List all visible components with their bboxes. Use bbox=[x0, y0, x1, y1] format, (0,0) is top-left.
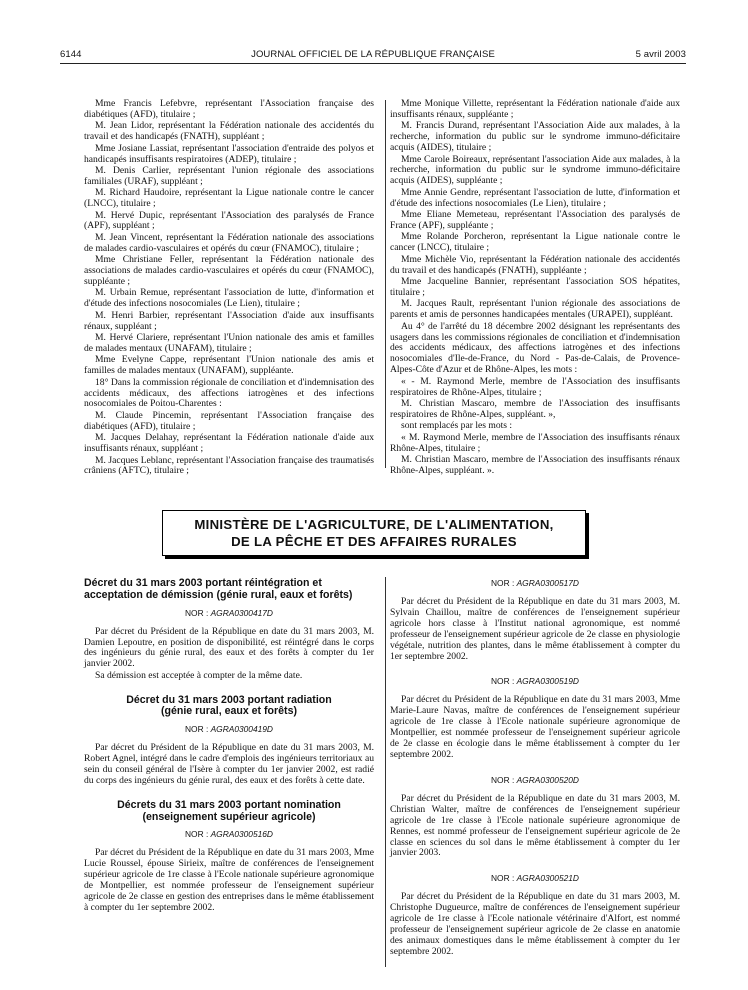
nor-code: AGRA0300517D bbox=[516, 578, 579, 588]
nor-reference bbox=[84, 608, 374, 618]
paragraph: Mme Carole Boireaux, représentant l'association Aide aux malades, à la recherche, information du public sur le syndrome immuno-déficitaire acquis (AIDES), suppléante ; bbox=[390, 153, 680, 187]
paragraph: Mme Francis Lefebvre, représentant l'Association française des diabétiques (AFD), titulaire ; bbox=[84, 98, 374, 120]
paragraph: Mme Jacqueline Bannier, représentant l'association SOS hépatites, titulaire ; bbox=[390, 276, 680, 298]
decree-title-line1: Décret du 31 mars 2003 portant radiation bbox=[126, 693, 332, 706]
decree-title-line2: (enseignement supérieur agricole) bbox=[142, 810, 316, 823]
nor-reference bbox=[84, 724, 374, 734]
decree-title: Décret du 31 mars 2003 portant réintégration et acceptation de démission (génie rural, eaux et forêts) bbox=[84, 577, 353, 601]
nor-label: NOR : bbox=[185, 829, 209, 840]
paragraph: M. Christian Mascaro, membre de l'Association des insuffisants rénaux Rhône-Alpes, suppléant. ». bbox=[390, 454, 680, 476]
nor-label: NOR : bbox=[491, 676, 515, 687]
ministry-title-line2: DE LA PÊCHE ET DES AFFAIRES RURALES bbox=[231, 534, 517, 549]
paragraph: M. Hervé Dupic, représentant l'Association des paralysés de France (APF), suppléant ; bbox=[84, 209, 374, 232]
nor-label: NOR : bbox=[185, 607, 209, 618]
decree-title bbox=[84, 695, 374, 719]
bottom-left-column bbox=[84, 578, 374, 914]
paragraph: M. Henri Barbier, représentant l'Association d'aide aux insuffisants rénaux, suppléant ; bbox=[84, 309, 374, 332]
paragraph: Par décret du Président de la République en date du 31 mars 2003, M. Christophe Dugueurce, maître de conférences de l'enseignement supérieur agricole de 1re classe à l'Ecole nationale vétérinaire d'Alfort, est nommé professeur de l'enseignement supérieur agricole de 2e classe en anatomie des animaux domestiques dans le même établissement à compter du 1er septembre 2002. bbox=[390, 891, 680, 957]
ministry-banner bbox=[162, 510, 586, 556]
paragraph: M. Christian Mascaro, membre de l'Association des insuffisants respiratoires de Rhône-Alpes, suppléant. », bbox=[390, 397, 680, 420]
page-number: 6144 bbox=[60, 49, 82, 60]
nor-code: AGRA0300417D bbox=[210, 607, 273, 618]
nor-code: AGRA0300521D bbox=[516, 873, 579, 884]
paragraph: Au 4° de l'arrêté du 18 décembre 2002 désignant les représentants des usagers dans les commissions régionales de conciliation et d'indemnisation des accidents médicaux, des affections iatrogènes et des infections nosocomiales d'Ile-de-France, du Nord - Pas-de-Calais, de Provence-Alpes-Côte d'Azur et de Rhône-Alpes, les mots : bbox=[390, 320, 680, 376]
nor-label: NOR : bbox=[491, 774, 515, 785]
paragraph: M. Jean Lidor, représentant la Fédération nationale des accidentés du travail et des handicapés (FNATH), suppléant ; bbox=[84, 120, 374, 143]
nor-label: NOR : bbox=[491, 873, 515, 884]
paragraph: M. Jacques Delahay, représentant la Fédération nationale d'aide aux insuffisants rénaux, suppléant ; bbox=[84, 432, 374, 455]
page-header bbox=[60, 49, 686, 64]
nor-code: AGRA0300419D bbox=[210, 724, 273, 735]
paragraph: Mme Josiane Lassiat, représentant l'association d'entraide des polyos et handicapés insuffisants respiratoires (ADEP), titulaire ; bbox=[84, 142, 374, 165]
ministry-title-line1: MINISTÈRE DE L'AGRICULTURE, DE L'ALIMENTATION, bbox=[194, 517, 554, 532]
paragraph: Par décret du Président de la République en date du 31 mars 2003, M. Christian Walter, maître de conférences de l'enseignement supérieur agricole de 1re classe à l'Ecole nationale supérieure agronomique de Rennes, est nommé professeur de l'enseignement supérieur agricole de 2e classe en sciences du sol dans le même établissement à compter du 1er janvier 2003. bbox=[390, 792, 680, 859]
paragraph: Par décret du Président de la République en date du 31 mars 2003, Mme Marie-Laure Navas, maître de conférences de l'enseignement supérieur agricole de 1re classe à l'Ecole nationale supérieure agronomique de Montpellier, est nommée professeur de l'enseignement supérieur agricole de 2e classe en écologie dans le même établissement à compter du 1er septembre 2002. bbox=[390, 694, 680, 760]
paragraph: Mme Michèle Vio, représentant la Fédération nationale des accidentés du travail et des handicapés (FNATH), suppléante ; bbox=[390, 253, 680, 276]
column-divider bbox=[385, 577, 386, 967]
paragraph: M. Jacques Rault, représentant l'union régionale des associations de parents et amis de personnes handicapées mentales (URAPEI), suppléant. bbox=[390, 298, 680, 321]
decree-title-line1: Décrets du 31 mars 2003 portant nomination bbox=[117, 798, 341, 811]
nor-reference bbox=[84, 829, 374, 839]
paragraph: M. Richard Haudoire, représentant la Ligue nationale contre le cancer (LNCC), titulaire ; bbox=[84, 187, 374, 210]
nor-reference bbox=[390, 676, 680, 686]
top-left-column bbox=[84, 99, 374, 477]
nor-reference bbox=[390, 873, 680, 883]
paragraph: M. Jacques Leblanc, représentant l'Association française des traumatisés crâniens (AFTC), titulaire ; bbox=[84, 454, 374, 477]
issue-date: 5 avril 2003 bbox=[635, 49, 686, 60]
journal-title: JOURNAL OFFICIEL DE LA RÉPUBLIQUE FRANÇAISE bbox=[251, 49, 495, 60]
nor-code: AGRA0300516D bbox=[210, 829, 273, 840]
nor-code: AGRA0300519D bbox=[516, 676, 579, 687]
paragraph: Par décret du Président de la République en date du 31 mars 2003, M. Robert Agnel, intégré dans le cadre d'emplois des ingénieurs territoriaux au sein du conseil général de l'Isère à compter du 1er janvier 2002, est radié du corps des ingénieurs du génie rural, des eaux et des forêts à cette date. bbox=[84, 742, 374, 786]
decree-title-line2: (génie rural, eaux et forêts) bbox=[161, 705, 297, 718]
nor-code: AGRA0300520D bbox=[516, 774, 579, 785]
paragraph: M. Urbain Remue, représentant l'association de lutte, d'information et d'étude des infections nosocomiales (Le Lien), titulaire ; bbox=[84, 287, 374, 310]
paragraph: M. Jean Vincent, représentant la Fédération nationale des associations de malades cardio-vasculaires et opérés du cœur (FNAMOC), titulaire ; bbox=[84, 231, 374, 254]
paragraph: Par décret du Président de la République en date du 31 mars 2003, M. Damien Lepoutre, en position de disponibilité, est réintégré dans le corps des ingénieurs du génie rural, des eaux et des forêts à compter du 1er janvier 2002. bbox=[84, 625, 374, 670]
paragraph: M. Denis Carlier, représentant l'union régionale des associations familiales (URAF), suppléant ; bbox=[84, 164, 374, 187]
paragraph: « - M. Raymond Merle, membre de l'Association des insuffisants respiratoires de Rhône-Alpes, titulaire ; bbox=[390, 375, 680, 398]
paragraph: « M. Raymond Merle, membre de l'Association des insuffisants rénaux Rhône-Alpes, titulaire ; bbox=[390, 431, 680, 454]
nor-label: NOR : bbox=[491, 578, 515, 588]
paragraph: Par décret du Président de la République en date du 31 mars 2003, M. Sylvain Chaillou, maître de conférences de l'enseignement supérieur agricole hors classe à l'Institut national agronomique, est nommé professeur de l'enseignement supérieur agricole de 2e classe en physiologie végétale, nutrition des plantes, dans le même établissement à compter du 1er septembre 2002. bbox=[390, 596, 680, 662]
paragraph: M. Claude Pincemin, représentant l'Association française des diabétiques (AFD), titulaire ; bbox=[84, 409, 374, 432]
paragraph: sont remplacés par les mots : bbox=[401, 420, 513, 432]
paragraph: Mme Christiane Feller, représentant la Fédération nationale des associations de malades cardio-vasculaires et opérés du cœur (FNAMOC), suppléante ; bbox=[84, 254, 374, 287]
paragraph: M. Hervé Clariere, représentant l'Union nationale des amis et familles de malades mentaux (UNAFAM), titulaire ; bbox=[84, 332, 374, 354]
paragraph: Mme Annie Gendre, représentant l'association de lutte, d'information et d'étude des infections nosocomiales (Le Lien), titulaire ; bbox=[390, 186, 680, 209]
paragraph: Mme Rolande Porcheron, représentant la Ligue nationale contre le cancer (LNCC), titulaire ; bbox=[390, 231, 680, 254]
decree-title bbox=[84, 800, 374, 824]
nor-reference bbox=[390, 578, 680, 588]
paragraph: Mme Monique Villette, représentant la Fédération nationale d'aide aux insuffisants rénaux, suppléante ; bbox=[390, 98, 680, 120]
column-divider bbox=[385, 100, 386, 468]
nor-reference bbox=[390, 775, 680, 785]
paragraph: Sa démission est acceptée à compter de la même date. bbox=[95, 669, 303, 681]
paragraph: Par décret du Président de la République en date du 31 mars 2003, Mme Lucie Roussel, épouse Sirieix, maître de conférences de l'enseignement supérieur agricole de 1re classe à l'Ecole nationale supérieure agronomique de Montpellier, est nommée professeur de l'enseignement supérieur agricole de 2e classe en gestion des entreprises dans le même établissement à compter du 1er septembre 2002. bbox=[84, 847, 374, 913]
paragraph: 18° Dans la commission régionale de conciliation et d'indemnisation des accidents médicaux, des affections iatrogènes et des infections nosocomiales de Poitou-Charentes : bbox=[84, 376, 374, 410]
paragraph: M. Francis Durand, représentant l'Association Aide aux malades, à la recherche, information du public sur le syndrome immuno-déficitaire acquis (AIDES), titulaire ; bbox=[390, 120, 680, 154]
paragraph: Mme Evelyne Cappe, représentant l'Union nationale des amis et familles de malades mentaux (UNAFAM), suppléante. bbox=[84, 354, 374, 377]
nor-label: NOR : bbox=[185, 724, 209, 735]
paragraph: Mme Eliane Memeteau, représentant l'Association des paralysés de France (APF), suppléante ; bbox=[390, 209, 680, 231]
top-right-column bbox=[390, 99, 680, 477]
bottom-right-column bbox=[390, 578, 680, 958]
